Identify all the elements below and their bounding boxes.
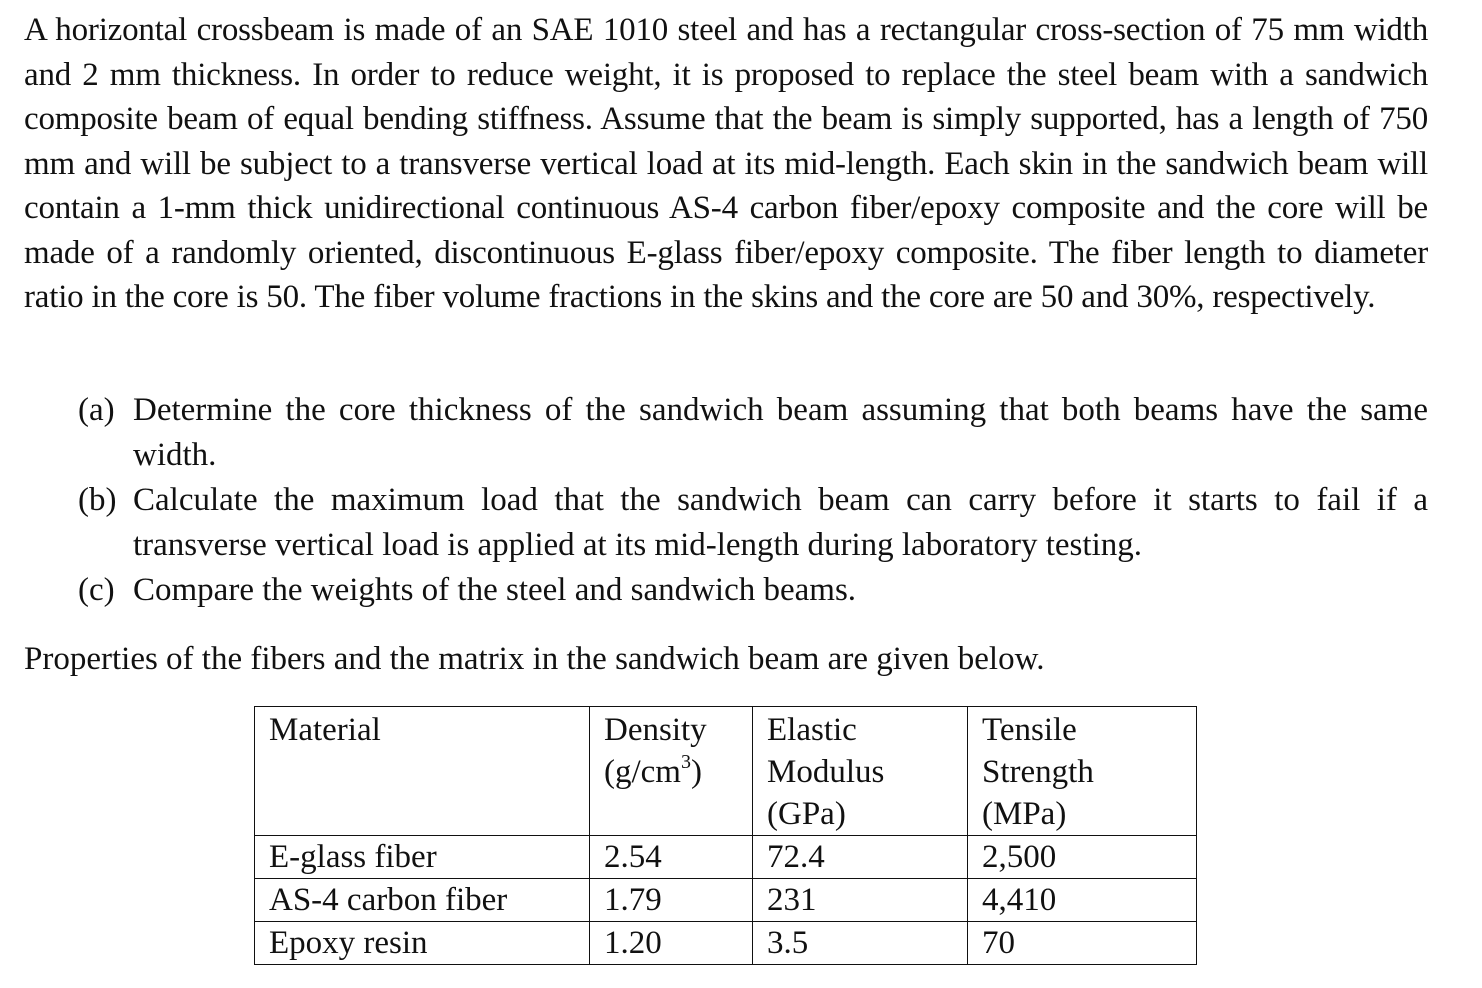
part-a-text: Determine the core thickness of the sandwich beam assuming that both beams have the same width. bbox=[133, 392, 1428, 473]
cell-strength: 2,500 bbox=[968, 836, 1197, 879]
problem-statement: A horizontal crossbeam is made of an SAE 1010 steel and has a rectangular cross-section of 75 mm width and 2 mm thickness. In order to reduce weight, it is proposed to replace the steel beam with a sandwich composite beam of equal bending stiffness. Assume that the beam is simply supported, has a length of 750 mm and will be subject to a transverse vertical load at its mid-length. Each skin in the sandwich beam will contain a 1-mm thick unidirectional continuous AS-4 carbon fiber/epoxy composite and the core will be made of a randomly oriented, discontinuous E-glass fiber/epoxy composite. The fiber length to diameter ratio in the core is 50. The fiber volume fractions in the skins and the core are 50 and 30%, respectively. bbox=[24, 12, 1428, 315]
cell-strength: 70 bbox=[968, 922, 1197, 965]
part-c bbox=[78, 568, 1428, 613]
header-modulus: Elastic Modulus (GPa) bbox=[753, 707, 968, 836]
cell-material: AS-4 carbon fiber bbox=[255, 879, 590, 922]
cell-density: 1.20 bbox=[590, 922, 753, 965]
cell-modulus: 3.5 bbox=[753, 922, 968, 965]
header-density: Density $(g/cm^3)$ bbox=[590, 707, 753, 836]
part-c-label: (c) bbox=[78, 572, 115, 608]
part-b-text: Calculate the maximum load that the sandwich beam can carry before it starts to fail if a transverse vertical load is applied at its mid-length during laboratory testing. bbox=[133, 482, 1428, 563]
header-material: Material bbox=[255, 707, 590, 836]
table-intro: Properties of the fibers and the matrix in the sandwich beam are given below. bbox=[24, 641, 1045, 677]
cell-density: 2.54 bbox=[590, 836, 753, 879]
part-b-label: (b) bbox=[78, 482, 117, 518]
cell-material: E-glass fiber bbox=[255, 836, 590, 879]
cell-strength: 4,410 bbox=[968, 879, 1197, 922]
part-b bbox=[78, 478, 1428, 568]
table-row bbox=[255, 922, 1197, 965]
properties-table bbox=[254, 706, 1197, 965]
table-row bbox=[255, 879, 1197, 922]
table-row bbox=[255, 836, 1197, 879]
part-a-label: (a) bbox=[78, 392, 115, 428]
cell-density: 1.79 bbox=[590, 879, 753, 922]
header-strength: Tensile Strength (MPa) bbox=[968, 707, 1197, 836]
cell-material: Epoxy resin bbox=[255, 922, 590, 965]
cell-modulus: 231 bbox=[753, 879, 968, 922]
part-c-text: Compare the weights of the steel and sandwich beams. bbox=[133, 572, 857, 608]
cell-modulus: 72.4 bbox=[753, 836, 968, 879]
question-parts-list bbox=[78, 388, 1428, 613]
part-a bbox=[78, 388, 1428, 478]
table-header-row bbox=[255, 707, 1197, 836]
